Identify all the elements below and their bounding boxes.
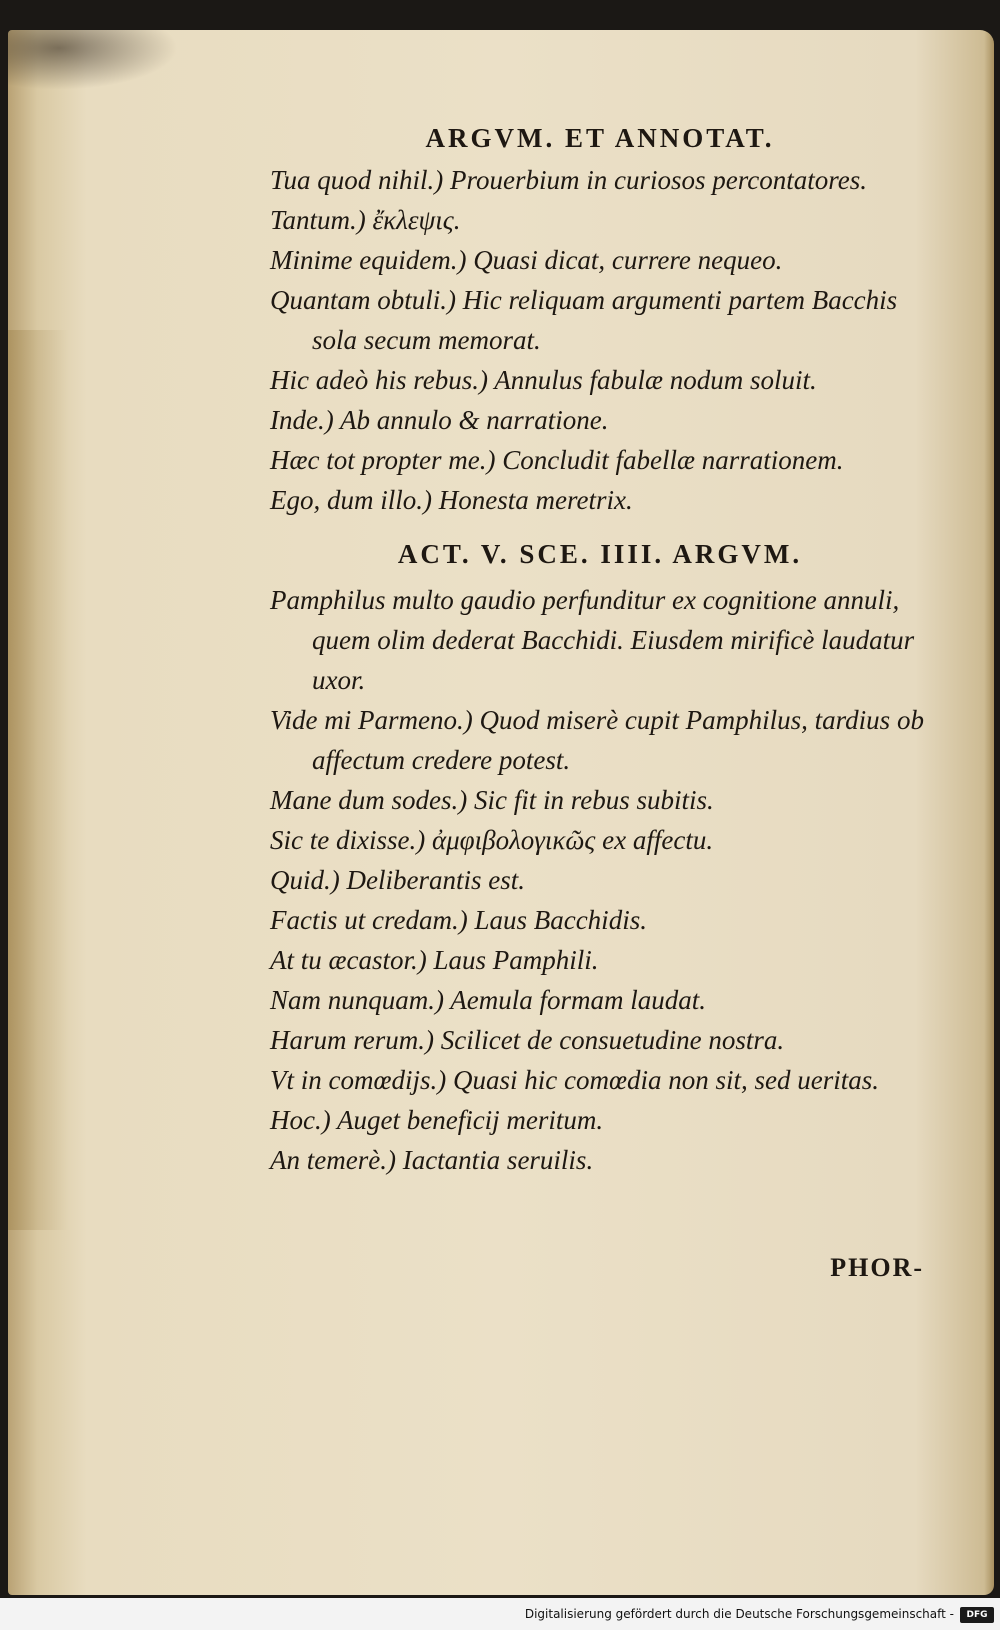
entry-lemma: Quantam obtuli.): [270, 285, 456, 315]
entry-gloss: Iactantia seruilis.: [402, 1145, 594, 1175]
entry-gloss: Concludit fabellæ narrationem.: [502, 445, 844, 475]
entry-lemma: Vide mi Parmeno.): [270, 705, 473, 735]
entry-lemma: Factis ut credam.): [270, 905, 468, 935]
entry: [270, 700, 930, 780]
catchword: PHOR-: [830, 1253, 924, 1282]
entry-gloss: Hic reliquam argumenti partem Bacchis sola secum memorat.: [312, 285, 898, 355]
entry-gloss: Honesta meretrix.: [438, 485, 633, 515]
entry-gloss: Ab annulo & narratione.: [339, 405, 609, 435]
entry: [270, 1020, 930, 1060]
entry: [270, 480, 930, 520]
entry-gloss: Quasi hic comœdia non sit, sed ueritas.: [453, 1065, 879, 1095]
entry-lemma: Minime equidem.): [270, 245, 467, 275]
entry-gloss: Quasi dicat, currere nequeo.: [473, 245, 783, 275]
entry: [270, 240, 930, 280]
entry-gloss: Annulus fabulæ nodum soluit.: [494, 365, 817, 395]
entry: [270, 1140, 930, 1180]
entry-lemma: Harum rerum.): [270, 1025, 434, 1055]
annotation-text: [270, 118, 930, 1180]
entry: [270, 360, 930, 400]
entry-lemma: Hoc.): [270, 1105, 331, 1135]
entry: [270, 400, 930, 440]
section-heading-1: ARGVM. ET ANNOTAT.: [425, 123, 775, 153]
entry: [270, 780, 930, 820]
section-heading-2: ACT. V. SCE. IIII. ARGVM.: [397, 539, 803, 569]
book-page: [8, 30, 994, 1595]
entry: [270, 580, 930, 700]
entry-gloss: Prouerbium in curiosos percontatores.: [450, 165, 868, 195]
entry-gloss: Deliberantis est.: [346, 865, 525, 895]
entry-gloss: Scilicet de consuetudine nostra.: [440, 1025, 785, 1055]
entry: [270, 860, 930, 900]
entry-gloss: Laus Pamphili.: [433, 945, 599, 975]
entry-lemma: Inde.): [270, 405, 334, 435]
entry-lemma: Tua quod nihil.): [270, 165, 444, 195]
entry-lemma: Sic te dixisse.): [270, 825, 426, 855]
entry: [270, 940, 930, 980]
entry-lemma: Ego, dum illo.): [270, 485, 432, 515]
entry: [270, 1060, 930, 1100]
entry: [270, 1100, 930, 1140]
entry: [270, 440, 930, 480]
entry-gloss: ἀμφιβολογικῶς ex affectu.: [431, 825, 714, 855]
entry-lemma: Mane dum sodes.): [270, 785, 468, 815]
entry-lemma: Hic adeò his rebus.): [270, 365, 488, 395]
entry-lemma: Nam nunquam.): [270, 985, 444, 1015]
digitization-footer: [0, 1598, 1000, 1630]
entry: [270, 980, 930, 1020]
footer-credit: Digitalisierung gefördert durch die Deutsche Forschungsgemeinschaft -: [524, 1607, 954, 1621]
entry-lemma: Hæc tot propter me.): [270, 445, 496, 475]
entry-gloss: Sic fit in rebus subitis.: [473, 785, 714, 815]
entry-gloss: Quod miserè cupit Pamphilus, tardius ob affectum credere potest.: [312, 705, 924, 775]
entry-lemma: Tantum.): [270, 205, 366, 235]
entry-lemma: Vt in comœdijs.): [270, 1065, 447, 1095]
entry-gloss: ἔκλεψις.: [372, 205, 461, 235]
entry-gloss: Laus Bacchidis.: [474, 905, 647, 935]
entry: [270, 900, 930, 940]
entry-lemma: Pamphilus: [270, 585, 386, 615]
entry-gloss: Auget beneficij meritum.: [337, 1105, 604, 1135]
entry-lemma: At tu æcastor.): [270, 945, 427, 975]
entry-gloss: Aemula formam laudat.: [450, 985, 707, 1015]
entry-lemma: Quid.): [270, 865, 340, 895]
entry: [270, 280, 930, 360]
entry: [270, 200, 930, 240]
dfg-logo-icon: DFG: [960, 1607, 994, 1623]
entry-lemma: An temerè.): [270, 1145, 396, 1175]
entry: [270, 820, 930, 860]
entry: [270, 160, 930, 200]
entry-gloss: multo gaudio perfunditur ex cognitione annuli, quem olim dederat Bacchidi. Eiusdem mirificè laudatur uxor.: [312, 585, 915, 695]
